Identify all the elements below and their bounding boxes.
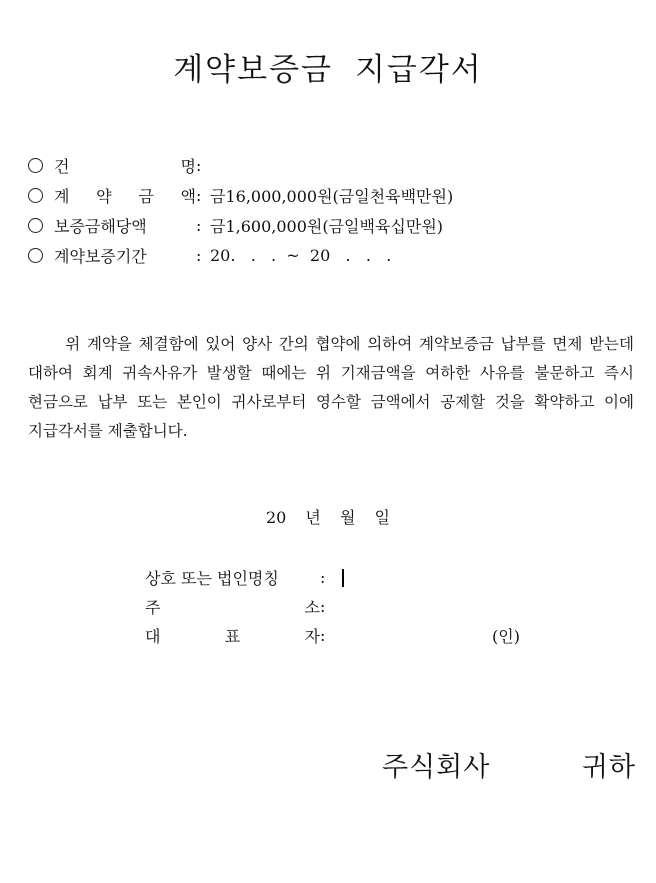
title-part2: 지급각서	[354, 52, 483, 88]
info-row-deposit-amount: 보증금해당액 : 금1,600,000원(금일백육십만원)	[28, 210, 453, 240]
date-year: 20	[265, 508, 287, 527]
circle-bullet-icon	[28, 218, 43, 233]
info-value: 금16,000,000원(금일천육백만원)	[210, 186, 454, 206]
sign-label: 대 표 자	[145, 627, 320, 646]
info-label: 계 약 금 액	[54, 186, 196, 206]
sign-row-representative: 대 표 자 : (인)	[145, 626, 520, 646]
info-value: 20. . . ~ 20 . . .	[210, 245, 392, 265]
info-row-contract-amount: 계 약 금 액 : 금16,000,000원(금일천육백만원)	[28, 180, 453, 210]
info-label: 계약보증기간	[54, 246, 147, 266]
sign-row-address: 주 소 :	[145, 597, 326, 617]
circle-bullet-icon	[28, 248, 43, 263]
sign-label: 주 소	[145, 598, 320, 617]
contract-info	[28, 150, 453, 270]
signature-block	[145, 563, 520, 650]
addressee-honorific: 귀하	[581, 752, 636, 783]
circle-bullet-icon	[28, 158, 43, 173]
pledge-body-text: 위 계약을 체결함에 있어 양사 간의 협약에 의하여 계약보증금 납부를 면제 받는데 대하여 회계 귀속사유가 발생할 때에는 위 기재금액을 여하한 사유를 불문하고 즉시 현금으로 납부 또는 본인이 귀사로부터 영수할 금액에서 공제할 것을 확약하고 이에 지급각서를 제출합니다.	[28, 335, 634, 440]
sign-row-company: 상호 또는 법인명칭 :	[145, 563, 520, 592]
date-month-label: 월	[339, 508, 356, 527]
date-day-label: 일	[374, 508, 391, 527]
info-label: 건 명	[54, 156, 196, 176]
sign-label: 상호 또는 법인명칭	[145, 569, 279, 588]
info-value: 금1,600,000원(금일백육십만원)	[210, 216, 444, 236]
addressee	[382, 745, 636, 784]
info-row-project-name: 건 명 :	[28, 150, 453, 180]
text-cursor[interactable]	[342, 569, 344, 587]
date-line	[0, 505, 656, 528]
document-title	[0, 44, 656, 89]
addressee-company: 주식회사	[382, 752, 491, 783]
date-year-label: 년	[305, 508, 321, 527]
title-part1: 계약보증금	[173, 52, 333, 88]
seal-mark: (인)	[492, 627, 520, 646]
info-label: 보증금해당액	[54, 216, 147, 236]
info-row-deposit-period: 계약보증기간 : 20. . . ~ 20 . . .	[28, 240, 453, 270]
circle-bullet-icon	[28, 188, 43, 203]
